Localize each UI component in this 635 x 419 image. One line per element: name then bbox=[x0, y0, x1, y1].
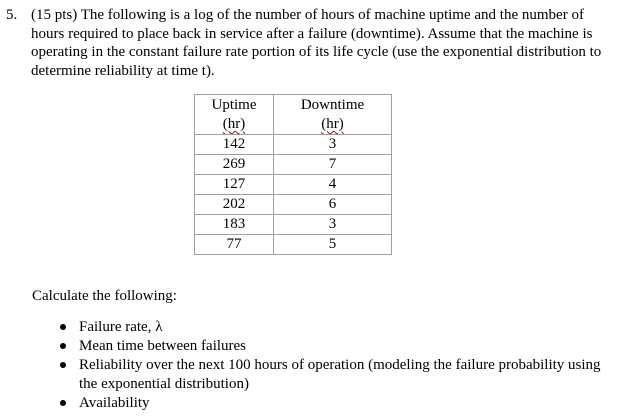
header-uptime bbox=[195, 95, 274, 135]
downtime-cell: 3 bbox=[274, 215, 392, 235]
bullet-icon bbox=[60, 362, 66, 368]
bullet-icon bbox=[60, 324, 66, 330]
downtime-cell: 6 bbox=[274, 195, 392, 215]
problem-text: (15 pts) The following is a log of the number of hours of machine uptime and the number of hours required to place back in service after a failure (downtime). Assume that the machine is operating in the constant failure rate portion of its life cycle (use the exponential distribution to determine reliability at time t). bbox=[31, 7, 602, 79]
table-row bbox=[195, 215, 392, 235]
uptime-cell: 127 bbox=[195, 175, 274, 195]
downtime-cell: 7 bbox=[274, 155, 392, 175]
table-header-row bbox=[195, 95, 392, 135]
header-uptime-unit: (hr) bbox=[222, 116, 246, 132]
table-row bbox=[195, 135, 392, 155]
header-uptime-label: Uptime bbox=[211, 97, 257, 113]
task-text: Failure rate, λ bbox=[79, 319, 163, 335]
task-list bbox=[60, 318, 610, 413]
uptime-cell: 183 bbox=[195, 215, 274, 235]
table-row bbox=[195, 155, 392, 175]
list-item bbox=[60, 356, 610, 394]
uptime-downtime-table bbox=[194, 94, 392, 255]
task-text: Mean time between failures bbox=[79, 338, 247, 354]
uptime-cell: 269 bbox=[195, 155, 274, 175]
task-text: Reliability over the next 100 hours of operation (modeling the failure probability using the exponential distribution) bbox=[79, 357, 601, 392]
uptime-cell: 142 bbox=[195, 135, 274, 155]
list-item bbox=[60, 318, 610, 337]
table-row bbox=[195, 175, 392, 195]
bullet-icon bbox=[60, 400, 66, 406]
list-item bbox=[60, 394, 610, 413]
calculate-label: Calculate the following: bbox=[32, 288, 177, 304]
header-downtime-unit: (hr) bbox=[321, 116, 344, 132]
downtime-cell: 4 bbox=[274, 175, 392, 195]
header-downtime bbox=[274, 95, 392, 135]
header-downtime-label: Downtime bbox=[300, 97, 365, 113]
table-row bbox=[195, 195, 392, 215]
task-text: Availability bbox=[79, 395, 150, 411]
problem-statement bbox=[6, 6, 606, 80]
uptime-cell: 202 bbox=[195, 195, 274, 215]
problem-number: 5. bbox=[6, 7, 18, 23]
downtime-cell: 3 bbox=[274, 135, 392, 155]
uptime-cell: 77 bbox=[195, 235, 274, 255]
list-item bbox=[60, 337, 610, 356]
table-row bbox=[195, 235, 392, 255]
bullet-icon bbox=[60, 343, 66, 349]
downtime-cell: 5 bbox=[274, 235, 392, 255]
